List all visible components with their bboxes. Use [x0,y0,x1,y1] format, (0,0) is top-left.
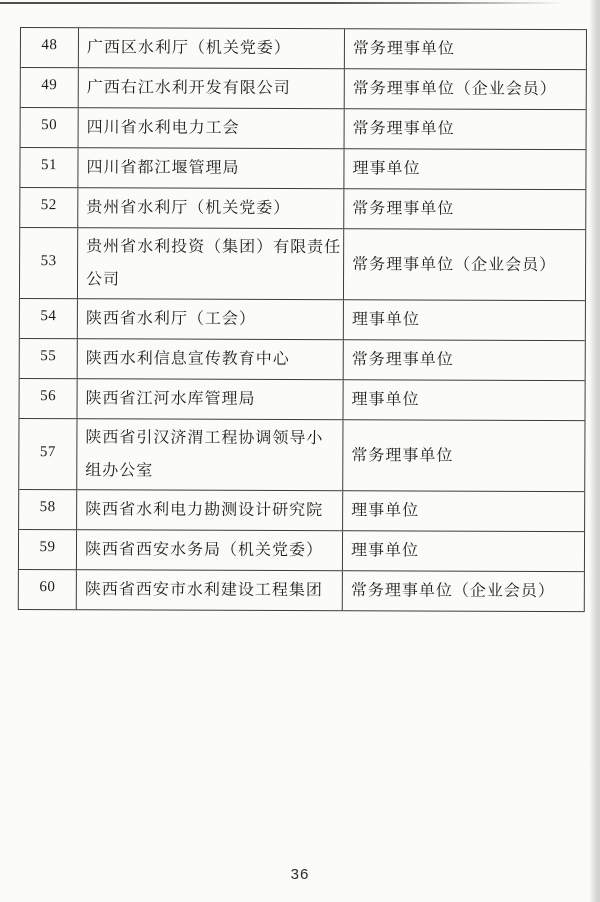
scan-artifact-line [0,2,600,4]
member-units-table [18,27,587,612]
unit-name-cell: 陕西省江河水库管理局 [77,379,343,419]
table-row [19,490,584,532]
row-number-cell: 55 [20,339,78,378]
unit-name-cell: 陕西省引汉济渭工程协调领导小 组办公室 [77,419,343,490]
membership-type-cell: 常务理事单位 [351,446,454,465]
membership-type-cell: 常务理事单位（企业会员） [350,582,555,601]
membership-type-cell: 常务理事单位 [352,120,455,138]
unit-name-cell: 四川省都江堰管理局 [78,148,344,188]
row-number-cell: 50 [21,108,79,147]
table-row [21,108,586,150]
table-row [20,299,585,341]
table-row [20,228,585,301]
unit-name-cell: 广西区水利厅（机关党委） [79,28,345,68]
table-row [19,379,584,421]
table-row [19,570,584,611]
unit-name-cell: 陕西水利信息宣传教育中心 [78,339,344,379]
membership-type-cell: 理事单位 [351,311,420,329]
row-number-cell: 48 [21,28,79,67]
membership-type-cell: 常务理事单位 [351,351,454,369]
row-number-cell: 54 [20,299,78,338]
row-number-cell: 60 [19,570,77,609]
table-row [20,148,585,190]
unit-name-cell: 广西右江水利开发有限公司 [79,68,345,108]
row-number-cell: 58 [19,490,77,529]
row-number-cell: 59 [19,530,77,569]
row-number-cell: 57 [19,419,77,489]
row-number-cell: 51 [20,148,78,187]
unit-name-cell: 贵州省水利厅（机关党委） [78,188,344,228]
unit-name-cell: 贵州省水利投资（集团）有限责任 公司 [78,228,344,299]
table-row [19,419,584,492]
unit-name-cell: 四川省水利电力工会 [79,108,345,148]
membership-type-cell: 理事单位 [352,160,421,178]
membership-type-cell: 常务理事单位 [352,200,455,218]
membership-type-cell: 常务理事单位 [352,40,455,58]
page-number: 36 [290,866,310,883]
unit-name-cell: 陕西省西安市水利建设工程集团 [77,570,343,610]
table-row [19,530,584,572]
membership-type-cell: 理事单位 [351,502,420,520]
row-number-cell: 53 [20,228,78,298]
table-row [21,28,586,70]
table-row [20,339,585,381]
unit-name-cell: 陕西省水利电力勘测设计研究院 [77,490,343,530]
unit-name-cell: 陕西省西安水务局（机关党委） [77,530,343,570]
membership-type-cell: 理事单位 [351,391,420,409]
row-number-cell: 49 [21,68,79,107]
unit-name-cell: 陕西省水利厅（工会） [78,299,344,339]
scan-edge-shadow [589,0,600,902]
table-row [21,68,586,110]
membership-type-cell: 常务理事单位（企业会员） [352,255,557,274]
membership-type-cell: 理事单位 [350,542,420,560]
row-number-cell: 56 [19,379,77,418]
membership-type-cell: 常务理事单位（企业会员） [352,80,557,99]
table-row [20,188,585,230]
row-number-cell: 52 [20,188,78,227]
